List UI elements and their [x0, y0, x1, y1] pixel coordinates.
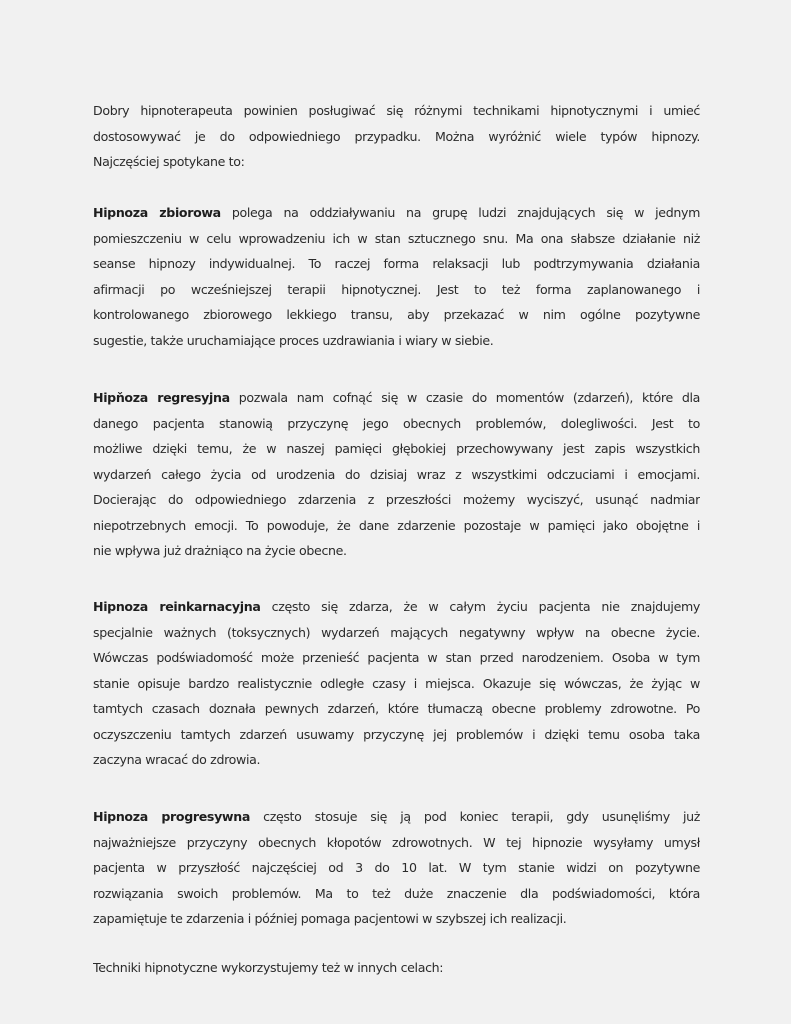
text-line: Docierając do odpowiedniego zdarzenia z przeszłości możemy wyciszyć, usunąć nadmiar: [93, 492, 700, 507]
text-line: zapamiętuje te zdarzenia i później pomaga pacjentowi w szybszej ich realizacji.: [93, 911, 567, 926]
text-line: rozwiązania swoich problemów. Ma to też duże znaczenie dla podświadomości, która: [93, 885, 700, 901]
text-line: niepotrzebnych emocji. To powoduje, że dane zdarzenie pozostaje w pamięci jako obojętne i: [93, 517, 700, 533]
section-term: Hipnoza reinkarnacyjna: [93, 599, 261, 614]
text-line: nie wpływa już drażniąco na życie obecne.: [93, 543, 347, 558]
text-line: zaczyna wracać do zdrowia.: [93, 752, 261, 767]
text-line: tamtych czasach doznała pewnych zdarzeń, które tłumaczą obecne problemy zdrowotne. Po: [93, 701, 700, 716]
text-line: dostosowywać je do odpowiedniego przypadku. Można wyróżnić wiele typów hipnozy.: [93, 128, 700, 144]
section-text: często się zdarza, że w całym życiu pacjenta nie znajdujemy: [260, 599, 700, 614]
text-line: Dobry hipnoterapeuta powinien posługiwać się różnymi technikami hipnotycznymi i umieć: [93, 103, 700, 118]
text-line: danego pacjenta stanowią przyczynę jego obecnych problemów, dolegliwości. Jest to: [93, 415, 700, 431]
text-line: oczyszczeniu tamtych zdarzeń usuwamy przyczynę jej problemów i dzięki temu osoba taka: [93, 726, 700, 742]
text-line: [93, 594, 700, 620]
text-line: Najczęściej spotykane to:: [93, 154, 245, 169]
text-line: pacjenta w przyszłość najczęściej od 3 do 10 lat. W tym stanie widzi on pozytywne: [93, 860, 700, 875]
section-hipnoza-regresyjna: [93, 385, 700, 564]
section-hipnoza-reinkarnacyjna: [93, 594, 700, 773]
section-term: Hipnoza zbiorowa: [93, 205, 221, 220]
text-line: afirmacji po wcześniejszej terapii hipnotycznej. Jest to też forma zaplanowanego i: [93, 281, 700, 297]
text-line: [93, 804, 700, 830]
text-line: sugestie, także uruchamiające proces uzdrawiania i wiary w siebie.: [93, 332, 494, 348]
section-hipnoza-progresywna: [93, 804, 700, 932]
text-line: seanse hipnozy indywidualnej. To raczej forma relaksacji lub podtrzymywania działania: [93, 256, 700, 271]
text-line: wydarzeń całego życia od urodzenia do dzisiaj wraz z wszystkimi odczuciami i emocjami.: [93, 466, 700, 482]
section-text: często stosuje się ją pod koniec terapii, gdy usunęliśmy już: [249, 809, 700, 824]
text-line: [93, 200, 700, 226]
text-line: Techniki hipnotyczne wykorzystujemy też w innych celach:: [93, 960, 444, 975]
text-line: pomieszczeniu w celu wprowadzeniu ich w stan sztucznego snu. Ma ona słabsze działanie niż: [93, 230, 700, 246]
intro-paragraph: [93, 98, 700, 175]
section-text: pozwala nam cofnąć się w czasie do momentów (zdarzeń), które dla: [229, 390, 700, 405]
closing-paragraph: [93, 955, 700, 981]
text-line: kontrolowanego zbiorowego lekkiego transu, aby przekazać w nim ogólne pozytywne: [93, 307, 700, 322]
text-line: stanie opisuje bardzo realistycznie odległe czasy i miejsca. Okazuje się wówczas, że żyjąc w: [93, 675, 700, 691]
section-term: Hipnoza progresywna: [93, 809, 250, 824]
text-line: możliwe dzięki temu, że w naszej pamięci głębokiej przechowywany jest zapis wszystkich: [93, 441, 700, 456]
section-hipnoza-zbiorowa: [93, 200, 700, 353]
text-line: [93, 385, 700, 411]
text-line: najważniejsze przyczyny obecnych kłopotów zdrowotnych. W tej hipnozie wysyłamy umysł: [93, 834, 700, 850]
text-line: specjalnie ważnych (toksycznych) wydarzeń mających negatywny wpływ na obecne życie.: [93, 624, 700, 640]
section-term: Hipňoza regresyjna: [93, 390, 230, 405]
text-line: Wówczas podświadomość może przenieść pacjenta w stan przed narodzeniem. Osoba w tym: [93, 650, 700, 665]
section-text: polega na oddziaływaniu na grupę ludzi znajdujących się w jednym: [220, 205, 700, 220]
